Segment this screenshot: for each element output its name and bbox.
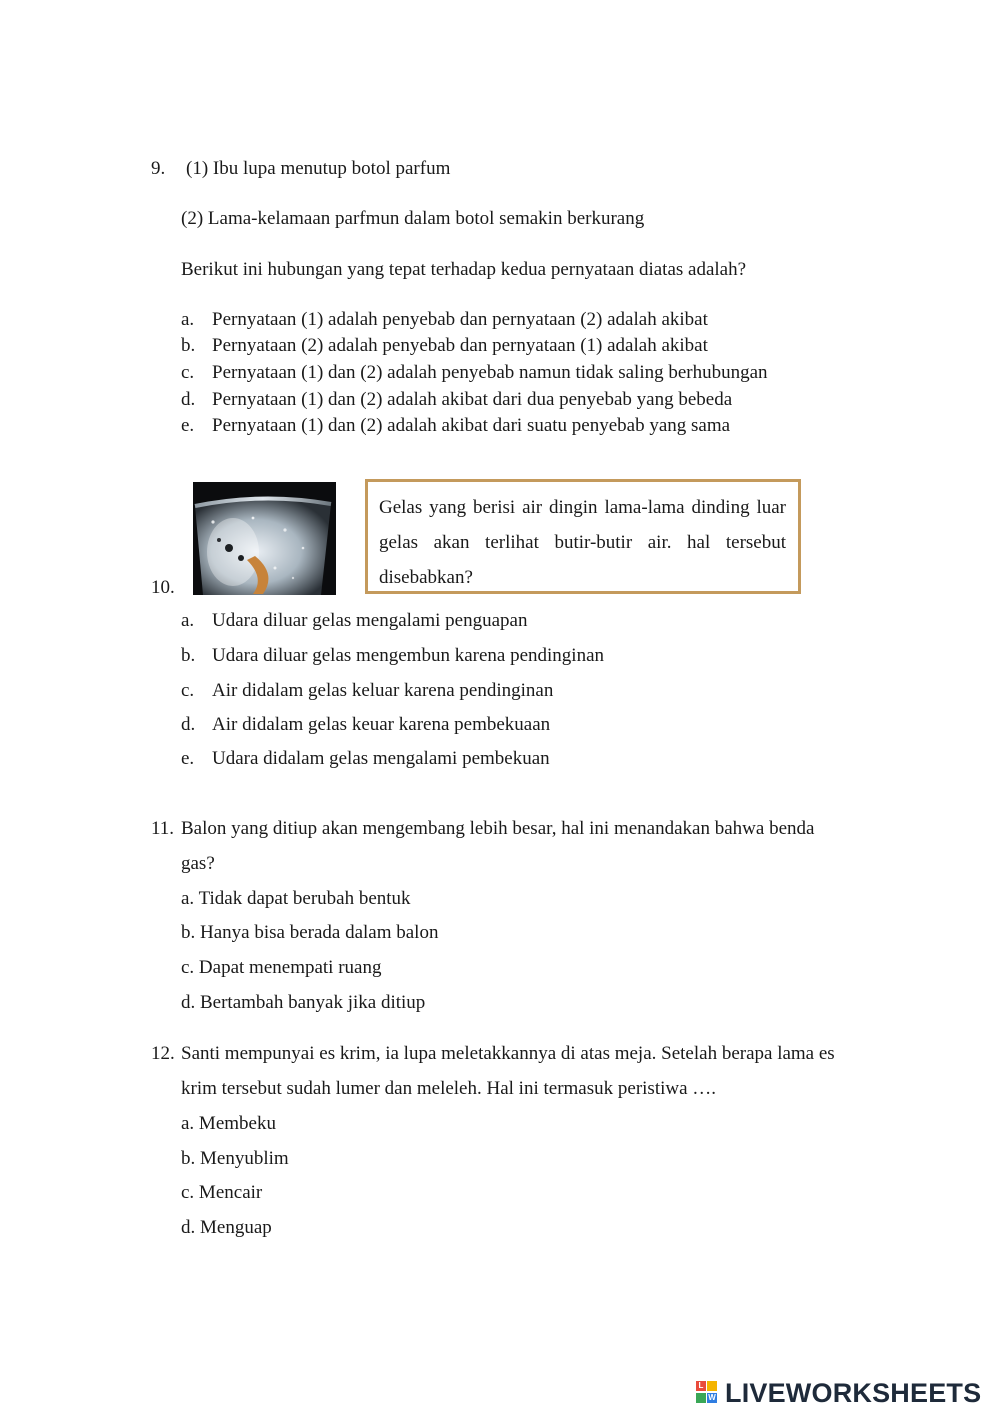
option-text[interactable]: Udara didalam gelas mengalami pembekuan [212,748,550,769]
option-text[interactable]: Udara diluar gelas mengalami penguapan [212,610,528,631]
option-letter: b. [181,645,196,666]
question-text-line-2: gas? [181,853,215,874]
logo-block [707,1381,717,1391]
option-text[interactable]: Pernyataan (1) dan (2) adalah penyebab namun tidak saling berhubungan [212,362,768,383]
option-text[interactable]: d. Menguap [181,1217,272,1238]
option-letter: c. [181,362,195,383]
option-letter: a. [181,309,195,330]
logo-wordmark: LIVEWORKSHEETS [725,1377,982,1408]
option-letter: d. [181,714,196,735]
option-letter: b. [181,335,196,356]
option-text[interactable]: b. Menyublim [181,1148,289,1169]
logo-block-w: W [708,1393,716,1402]
option-letter: c. [181,680,195,701]
option-text[interactable]: Udara diluar gelas mengembun karena pendinginan [212,645,604,666]
question-number: 10. [151,577,175,598]
glass-of-cold-water-image [193,482,336,595]
option-text[interactable]: Air didalam gelas keluar karena pendinginan [212,680,554,701]
statement-2: (2) Lama-kelamaan parfmun dalam botol semakin berkurang [181,208,645,229]
question-text-box: Gelas yang berisi air dingin lama-lama dinding luar gelas akan terlihat butir-butir air. hal tersebut disebabkan? [365,479,801,594]
option-text[interactable]: b. Hanya bisa berada dalam balon [181,922,439,943]
option-letter: e. [181,415,195,436]
option-text[interactable]: Pernyataan (2) adalah penyebab dan pernyataan (1) adalah akibat [212,335,708,356]
option-text[interactable]: d. Bertambah banyak jika ditiup [181,992,426,1013]
question-number: 12. [151,1043,175,1064]
option-text[interactable]: c. Dapat menempati ruang [181,957,382,978]
glass-illustration [193,482,336,595]
option-letter: a. [181,610,195,631]
question-text-line-1: Santi mempunyai es krim, ia lupa meletakkannya di atas meja. Setelah berapa lama es [181,1043,835,1064]
question-number: 9. [151,158,166,179]
option-text[interactable]: Pernyataan (1) dan (2) adalah akibat dari suatu penyebab yang sama [212,415,731,436]
question-text-line-1: Balon yang ditiup akan mengembang lebih besar, hal ini menandakan bahwa benda [181,818,815,839]
option-text[interactable]: Pernyataan (1) adalah penyebab dan pernyataan (2) adalah akibat [212,309,708,330]
question-text: Berikut ini hubungan yang tepat terhadap kedua pernyataan diatas adalah? [181,259,747,280]
option-text[interactable]: Pernyataan (1) dan (2) adalah akibat dari dua penyebab yang bebeda [212,389,733,410]
logo-block [696,1393,706,1403]
option-text[interactable]: a. Membeku [181,1113,276,1134]
logo-block-l: L [696,1381,706,1391]
option-text[interactable]: c. Mencair [181,1182,263,1203]
statement-1: (1) Ibu lupa menutup botol parfum [186,158,451,179]
question-number: 11. [151,818,175,839]
option-text[interactable]: a. Tidak dapat berubah bentuk [181,888,411,909]
liveworksheets-logo [696,1377,981,1409]
question-text-line-2: krim tersebut sudah lumer dan meleleh. Hal ini termasuk peristiwa …. [181,1078,717,1099]
option-letter: e. [181,748,195,769]
option-text[interactable]: Air didalam gelas keuar karena pembekuaan [212,714,551,735]
option-letter: d. [181,389,196,410]
liveworksheets-logo-icon [696,1379,722,1407]
